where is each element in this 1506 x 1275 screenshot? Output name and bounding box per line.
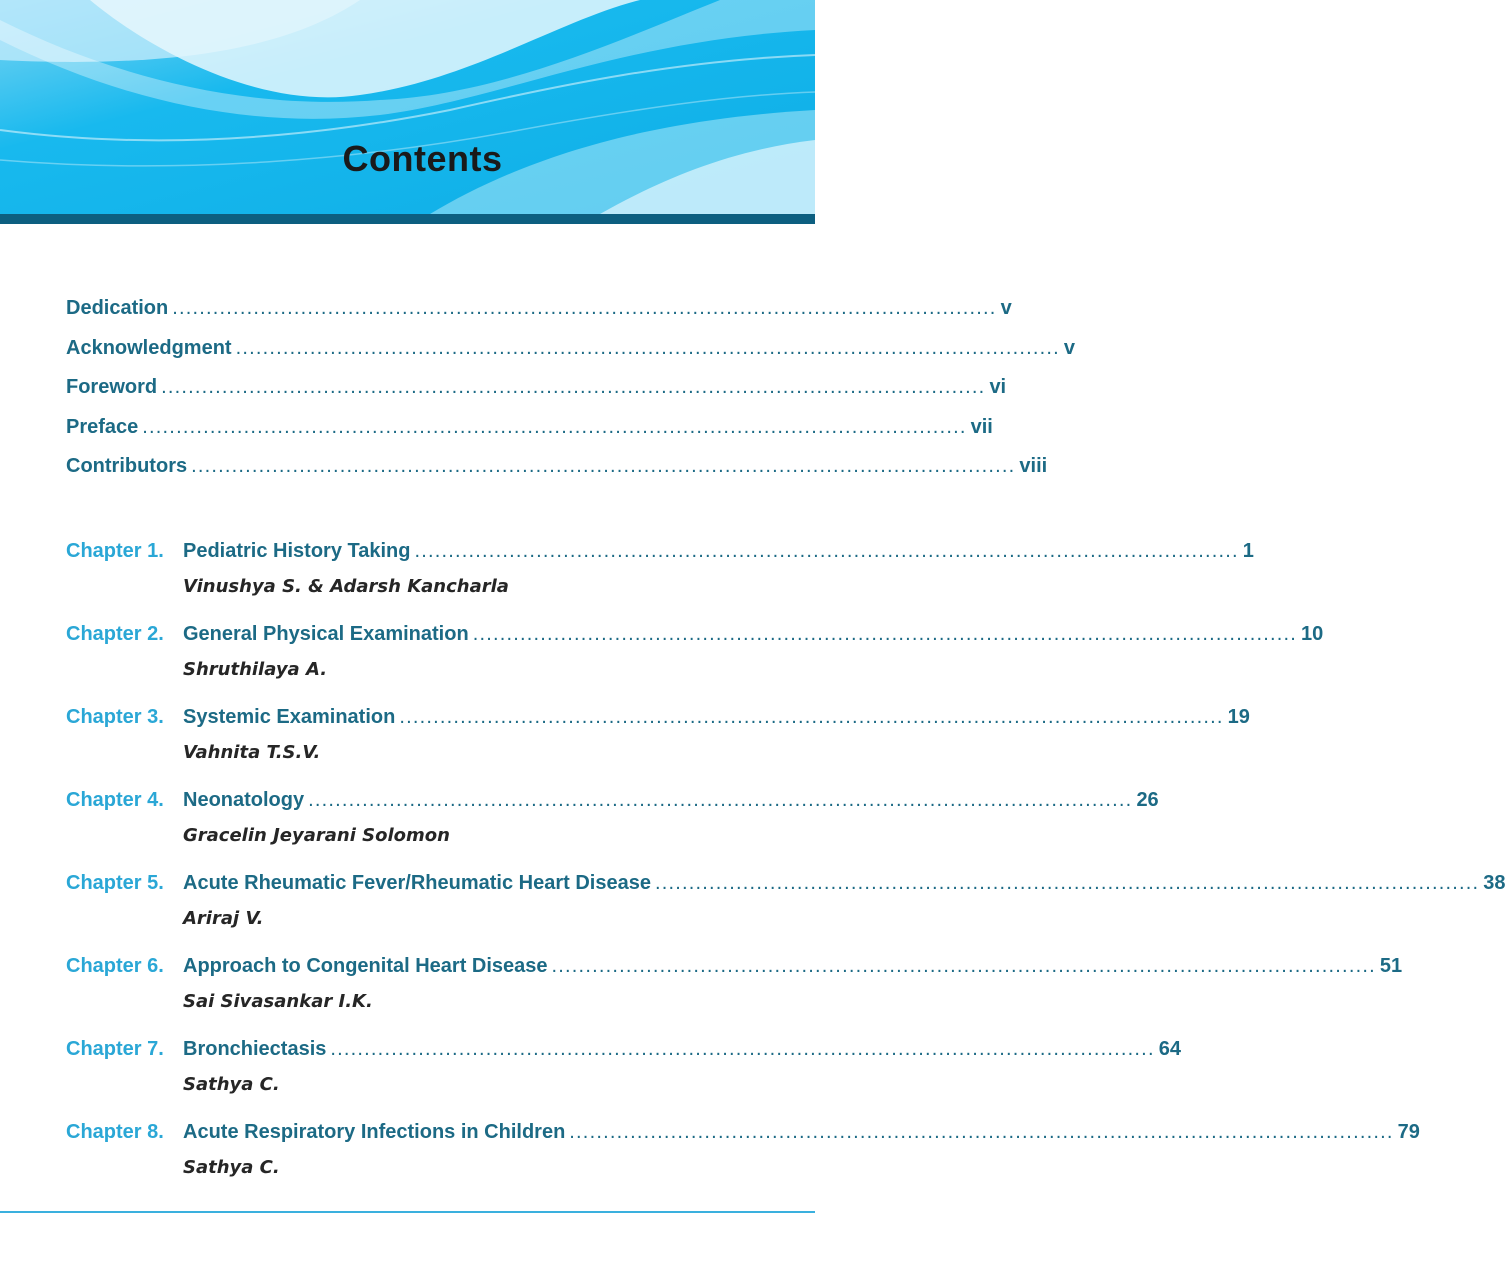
- toc-entry-page: v: [1000, 297, 1012, 319]
- chapter-number: Chapter 1.: [66, 540, 164, 562]
- chapter-number: Chapter 6.: [66, 955, 164, 977]
- dot-leader: ..........................................................................................................................: [330, 1038, 1155, 1060]
- toc-entry-dedication[interactable]: [66, 297, 1012, 337]
- chapter-page: 38: [1483, 872, 1506, 894]
- chapter-number: Chapter 7.: [66, 1038, 164, 1060]
- dot-leader: ..........................................................................................................................: [161, 376, 986, 398]
- chapter-entry: [66, 540, 1254, 623]
- toc-entry-label: Dedication: [66, 297, 169, 319]
- banner-wave-graphic: [0, 0, 815, 214]
- toc-entry-preface[interactable]: [66, 415, 993, 456]
- toc-entry-acknowledgment[interactable]: [66, 336, 1076, 377]
- chapter-7-link[interactable]: [66, 1038, 1181, 1074]
- dot-leader: ..........................................................................................................................: [551, 955, 1376, 977]
- chapter-title: Approach to Congenital Heart Disease: [183, 955, 548, 977]
- chapter-author: Gracelin Jeyarani Solomon: [183, 825, 450, 846]
- chapter-page: 26: [1136, 789, 1159, 811]
- chapter-entry: [66, 872, 1506, 955]
- chapter-author: Shruthilaya A.: [183, 659, 328, 680]
- chapter-title: Pediatric History Taking: [183, 540, 411, 562]
- toc-entry-label: Contributors: [66, 455, 188, 477]
- chapter-3-link[interactable]: [66, 706, 1250, 742]
- chapter-title: General Physical Examination: [183, 623, 469, 645]
- toc-entry-contributors[interactable]: [66, 455, 1048, 495]
- chapter-author: Sathya C.: [183, 1157, 280, 1178]
- chapter-author: Sathya C.: [183, 1074, 280, 1095]
- toc-entry-page: v: [1063, 336, 1076, 359]
- chapter-list: [66, 540, 1506, 1204]
- footer-rule: [0, 1211, 815, 1213]
- chapter-entry: [66, 1121, 1420, 1204]
- chapter-4-link[interactable]: [66, 789, 1159, 825]
- toc-entry-foreword[interactable]: [66, 376, 1007, 416]
- toc-entry-page: vii: [970, 415, 993, 438]
- chapter-number: Chapter 8.: [66, 1121, 164, 1143]
- banner-divider: [0, 214, 815, 224]
- toc-entry-page: viii: [1019, 455, 1048, 477]
- dot-leader: ..........................................................................................................................: [191, 455, 1016, 477]
- chapter-title: Neonatology: [183, 789, 305, 811]
- chapter-1-link[interactable]: [66, 540, 1254, 576]
- chapter-entry: [66, 789, 1159, 872]
- toc-entry-label: Foreword: [66, 376, 158, 398]
- chapter-author: Vinushya S. & Adarsh Kancharla: [183, 576, 509, 597]
- chapter-entry: [66, 623, 1324, 706]
- dot-leader: ..........................................................................................................................: [399, 706, 1224, 728]
- chapter-entry: [66, 706, 1250, 789]
- dot-leader: ..........................................................................................................................: [308, 789, 1133, 811]
- chapter-page: 1: [1242, 540, 1254, 562]
- chapter-number: Chapter 3.: [66, 706, 164, 728]
- front-matter-list: [66, 297, 1076, 495]
- chapter-number: Chapter 4.: [66, 789, 164, 811]
- chapter-number: Chapter 2.: [66, 623, 164, 645]
- chapter-author: Sai Sivasankar I.K.: [183, 991, 373, 1012]
- chapter-5-link[interactable]: [66, 872, 1506, 908]
- dot-leader: ..........................................................................................................................: [235, 336, 1060, 359]
- toc-entry-label: Preface: [66, 415, 139, 438]
- chapter-entry: [66, 1038, 1181, 1121]
- dot-leader: ..........................................................................................................................: [472, 623, 1297, 645]
- header-banner: [0, 0, 815, 214]
- toc-entry-page: vi: [989, 376, 1007, 398]
- chapter-8-link[interactable]: [66, 1121, 1420, 1157]
- dot-leader: ..........................................................................................................................: [142, 415, 967, 438]
- chapter-entry: [66, 955, 1403, 1038]
- chapter-number: Chapter 5.: [66, 872, 164, 894]
- dot-leader: ..........................................................................................................................: [654, 872, 1480, 894]
- chapter-author: Ariraj V.: [183, 908, 264, 929]
- chapter-6-link[interactable]: [66, 955, 1403, 991]
- dot-leader: ..........................................................................................................................: [414, 540, 1239, 562]
- chapter-page: 64: [1158, 1038, 1181, 1060]
- chapter-title: Acute Rheumatic Fever/Rheumatic Heart Disease: [183, 872, 651, 894]
- chapter-page: 51: [1379, 955, 1403, 977]
- dot-leader: ..........................................................................................................................: [172, 297, 997, 319]
- chapter-title: Bronchiectasis: [183, 1038, 327, 1060]
- chapter-author: Vahnita T.S.V.: [183, 742, 321, 763]
- dot-leader: ..........................................................................................................................: [569, 1121, 1394, 1143]
- chapter-title: Acute Respiratory Infections in Children: [183, 1121, 566, 1143]
- toc-entry-label: Acknowledgment: [66, 336, 232, 359]
- chapter-page: 19: [1227, 706, 1250, 728]
- chapter-2-link[interactable]: [66, 623, 1324, 659]
- chapter-page: 10: [1301, 623, 1324, 645]
- page-title: Contents: [342, 138, 503, 179]
- chapter-title: Systemic Examination: [183, 706, 396, 728]
- chapter-page: 79: [1397, 1121, 1420, 1143]
